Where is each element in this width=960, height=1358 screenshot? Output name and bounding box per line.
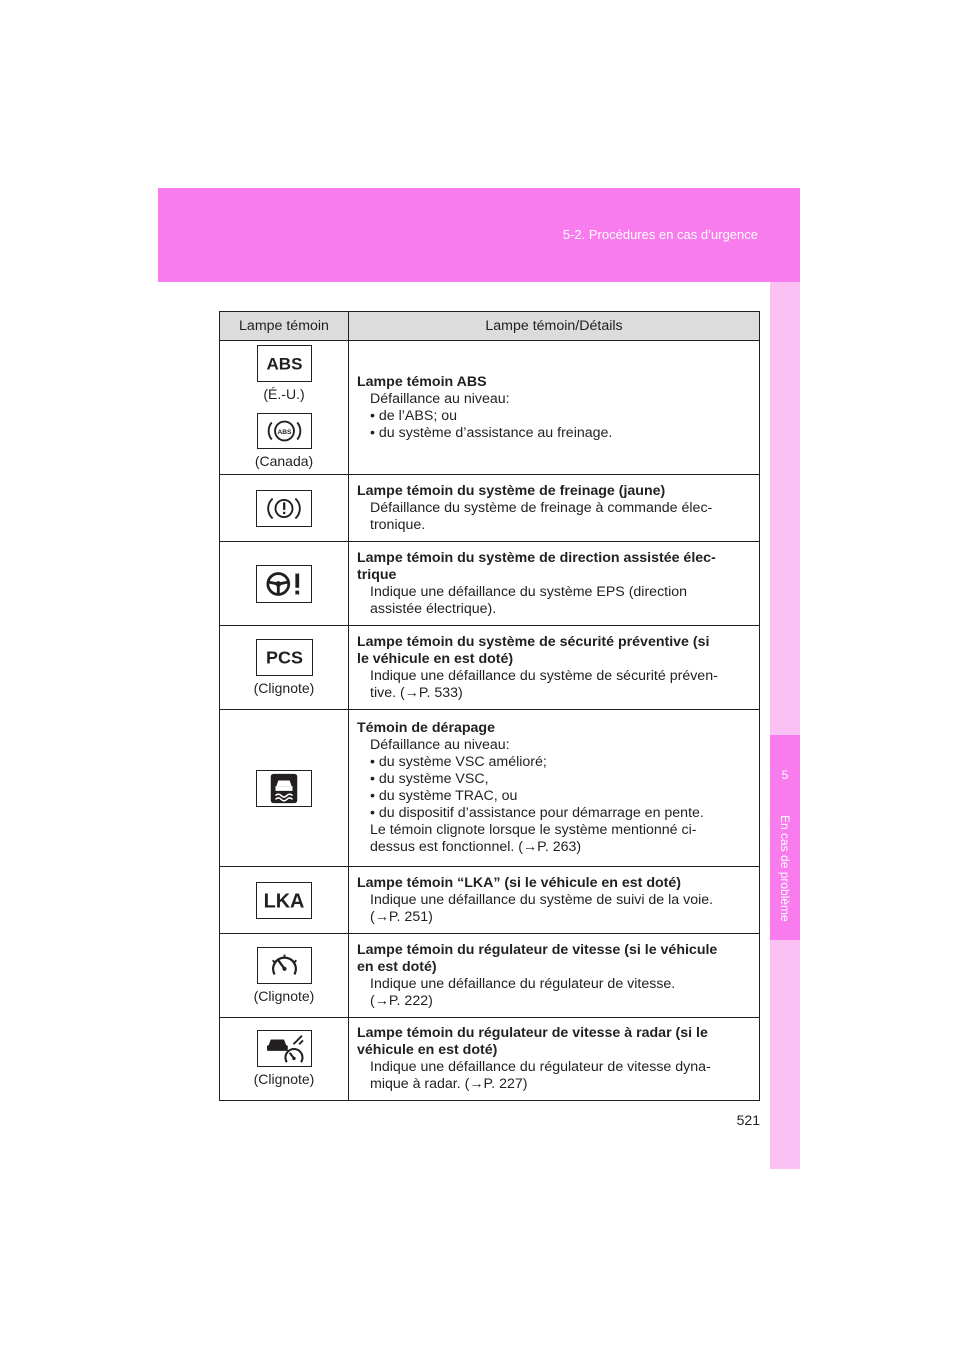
lamp-title: Lampe témoin du système de direction assistée élec- xyxy=(357,549,716,566)
lamp-title-continued: trique xyxy=(357,566,397,583)
icon-caption: (É.-U.) xyxy=(263,386,305,402)
chapter-title: En cas de problème xyxy=(778,815,792,922)
detail-line: • du système d’assistance au freinage. xyxy=(370,424,613,441)
lka-warning-icon xyxy=(256,882,312,919)
lamp-title-continued: le véhicule en est doté) xyxy=(357,650,514,667)
lamp-title-continued: en est doté) xyxy=(357,958,437,975)
lamp-title: Lampe témoin du régulateur de vitesse à radar (si le xyxy=(357,1025,708,1041)
svg-text:LKA: LKA xyxy=(263,890,305,913)
detail-line: assistée électrique). xyxy=(370,600,497,617)
detail-line: • du dispositif d’assistance pour démarrage en pente. xyxy=(370,805,704,821)
lamp-title-continued: véhicule en est doté) xyxy=(357,1042,498,1058)
detail-line: Défaillance du système de freinage à commande élec- xyxy=(370,499,713,516)
table-row xyxy=(220,710,760,867)
icon-caption: (Canada) xyxy=(254,453,314,469)
lamp-title: Lampe témoin du système de sécurité préventive (si xyxy=(357,633,710,650)
details-cell xyxy=(349,475,760,542)
abs-us-icon xyxy=(257,345,312,382)
icon-cell xyxy=(220,475,349,542)
details-cell xyxy=(349,1018,760,1101)
side-tab-background xyxy=(770,282,800,1169)
lamp-title: Lampe témoin du régulateur de vitesse (si le véhicule xyxy=(357,941,718,958)
table-row xyxy=(220,475,760,542)
cruise-control-icon xyxy=(257,947,312,984)
section-title: 5-2. Procédures en cas d’urgence xyxy=(562,227,758,242)
icon-caption: (Clignote) xyxy=(253,679,315,696)
details-cell xyxy=(349,934,760,1018)
page-number: 521 xyxy=(736,1112,760,1128)
detail-line: Indique une défaillance du système de suivi de la voie. xyxy=(370,891,714,908)
details-cell xyxy=(349,341,760,475)
abs-canada-icon xyxy=(257,413,312,449)
icon-cell xyxy=(220,710,349,867)
column-header-details: Lampe témoin/Détails xyxy=(349,312,760,341)
warning-lamp-table xyxy=(219,311,760,1101)
table-header-row xyxy=(220,312,760,341)
table-row xyxy=(220,626,760,710)
icon-cell xyxy=(220,341,349,475)
detail-line: • du système VSC, xyxy=(370,771,489,787)
details-cell xyxy=(349,710,760,867)
slip-indicator-icon xyxy=(256,770,312,807)
icon-cell xyxy=(220,542,349,626)
table-row xyxy=(220,934,760,1018)
detail-line: Indique une défaillance du régulateur de vitesse. xyxy=(370,975,676,992)
table-row xyxy=(220,341,760,475)
icon-cell xyxy=(220,626,349,710)
detail-line: tronique. xyxy=(370,516,426,533)
lamp-title: Témoin de dérapage xyxy=(357,720,495,736)
lamp-title: Lampe témoin ABS xyxy=(357,373,487,390)
details-cell xyxy=(349,542,760,626)
detail-line: dessus est fonctionnel. (→P. 263) xyxy=(370,839,582,855)
detail-line: tive. (→P. 533) xyxy=(370,684,463,701)
detail-line: Le témoin clignote lorsque le système mentionné ci- xyxy=(370,822,697,838)
svg-text:ABS: ABS xyxy=(277,428,291,436)
detail-line: (→P. 251) xyxy=(370,908,433,925)
lamp-title: Lampe témoin du système de freinage (jaune) xyxy=(357,482,666,499)
lamp-title: Lampe témoin “LKA” (si le véhicule en est doté) xyxy=(357,874,682,891)
table-row xyxy=(220,542,760,626)
icon-cell xyxy=(220,1018,349,1101)
section-header-band xyxy=(158,188,800,282)
detail-line: (→P. 222) xyxy=(370,992,433,1009)
icon-caption: (Clignote) xyxy=(253,987,315,1004)
table-row xyxy=(220,1018,760,1101)
power-steering-warning-icon xyxy=(256,565,312,603)
icon-caption: (Clignote) xyxy=(253,1071,315,1087)
icon-cell xyxy=(220,934,349,1018)
chapter-number: 5 xyxy=(781,768,789,782)
svg-text:ABS: ABS xyxy=(266,354,302,374)
detail-line: mique à radar. (→P. 227) xyxy=(370,1076,528,1092)
detail-line: Défaillance au niveau: xyxy=(370,737,510,753)
brake-system-warning-icon xyxy=(256,490,312,527)
column-header-lamp: Lampe témoin xyxy=(220,312,349,341)
detail-line: Défaillance au niveau: xyxy=(370,390,510,407)
radar-cruise-control-icon xyxy=(257,1030,312,1067)
detail-line: • de l’ABS; ou xyxy=(370,407,457,424)
pcs-warning-icon xyxy=(256,639,313,676)
table-row xyxy=(220,867,760,934)
detail-line: Indique une défaillance du système EPS (direction xyxy=(370,583,688,600)
details-cell xyxy=(349,867,760,934)
detail-line: • du système VSC amélioré; xyxy=(370,754,547,770)
svg-text:PCS: PCS xyxy=(265,647,303,668)
detail-line: • du système TRAC, ou xyxy=(370,788,518,804)
detail-line: Indique une défaillance du système de sécurité préven- xyxy=(370,667,718,684)
icon-cell xyxy=(220,867,349,934)
detail-line: Indique une défaillance du régulateur de vitesse dyna- xyxy=(370,1059,711,1075)
details-cell xyxy=(349,626,760,710)
